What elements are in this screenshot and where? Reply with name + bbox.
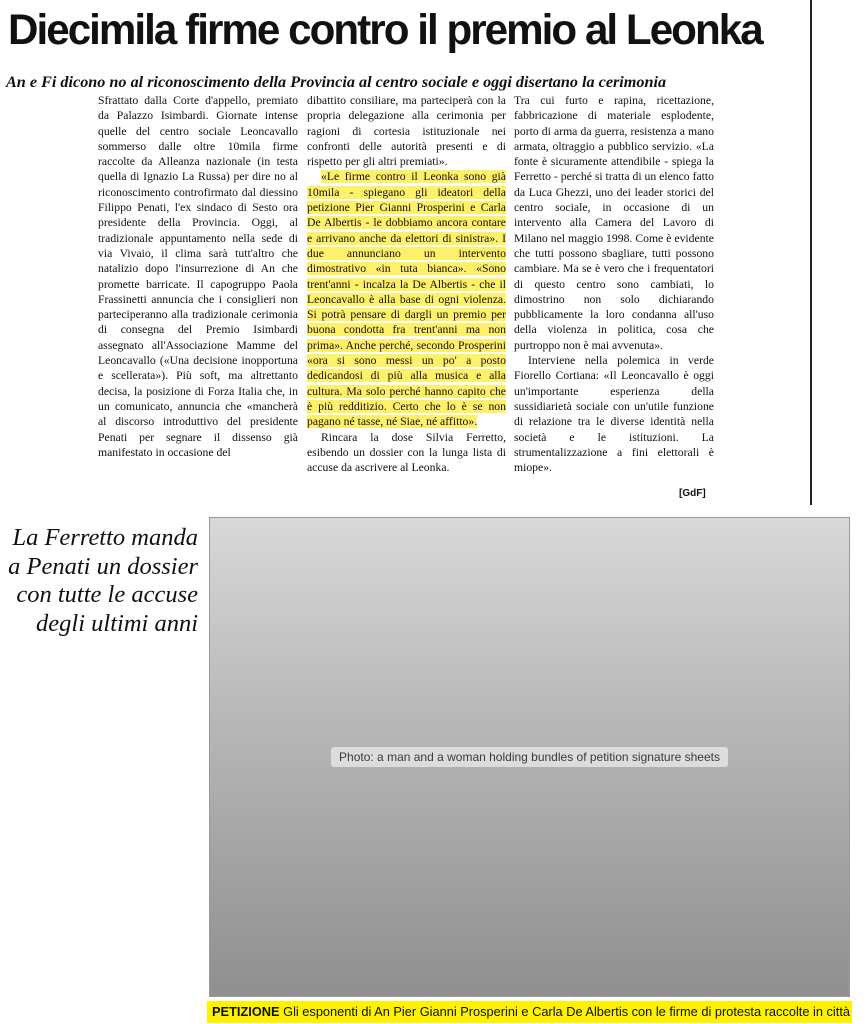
subheadline: An e Fi dicono no al riconoscimento della Provincia al centro sociale e oggi disertano la cerimonia	[6, 73, 667, 91]
body-paragraph: Sfrattato dalla Corte d'appello, premiato da Palazzo Isimbardi. Giornate intense quelle del centro sociale Leoncavallo sommerso dalle oltre 10mila firme raccolte da Alleanza nazionale (in testa quella di Ignazio La Russa) per dire no al riconoscimento controfirmato dal diessino Filippo Penati, l'ex sindaco di Sesto ora presidente della Provincia. Oggi, al tradizionale appuntamento nella sede di via Vivaio, il clima sarà tutt'altro che natalizio dopo l'insurrezione di An che promette barricate. Il capogruppo Paola Frassinetti annuncia che i consiglieri non parteciperanno alla tradizionale cerimonia di consegna del Premio Isimbardi assegnato all'Associazione Mamme del Leoncavallo («Una decisione inopportuna e scellerata»). Più soft, ma altrettanto decisa, la posizione di Forza Italia che, in un comunicato, annuncia che «mancherà al discorso introduttivo del presidente Penati per segnare il dissenso già manifestato in occasione del	[98, 94, 298, 459]
caption-text: Gli esponenti di An Pier Gianni Prosperini e Carla De Albertis con le firme di protesta raccolte in città	[283, 1004, 850, 1019]
photo-caption	[207, 1001, 852, 1023]
body-paragraph: dibattito consiliare, ma parteciperà con la propria delegazione alla cerimonia per ragioni di cortesia istituzionale nei confronti delle autorità presenti e di rispetto per gli altri premiati».	[307, 94, 506, 169]
article-column-3	[514, 93, 714, 475]
body-paragraph: Tra cui furto e rapina, ricettazione, fabbricazione di materiale esplodente, porto di arma da guerra, resistenza a mano armata, oltraggio a pubblico servizio. «La fonte è sicuramente attendibile - spiega la Ferretto - perché si tratta di un elenco fatto da Luca Ghezzi, uno dei leader storici del centro sociale, in occasione di un intervento alla Camera del Lavoro di Milano nel maggio 1998. Come è evidente che tutti possono sbagliare, tutti possono cambiare. Ma se è vero che i frequentatori di questo centro sono cambiati, lo dimostrino non solo dichiarando pubblicamente la loro condanna all'uso della violenza in politica, cosa che purtroppo non è mai avvenuta».	[514, 94, 714, 352]
highlighted-quote: «Le firme contro il Leonka sono già 10mila - spiegano gli ideatori della petizione Pier Gianni Prosperini e Carla De Albertis - le dobbiamo ancora contare e arrivano anche da elettori di sinistra». I due annunciano un intervento dimostrativo «in tuta bianca». «Sono trent'anni - incalza la De Albertis - che il Leoncavallo è alla base di ogni violenza. Si potrà pensare di dargli un premio per buona condotta fra trent'anni ma non prima». Anche perché, secondo Prosperini «ora si sono messi un po' a posto dedicandosi di più alla musica e alla cultura. Ma solo perché hanno capito che è più redditizio. Certo che lo è se non pagano né tasse, né Siae, né affitto».	[307, 170, 506, 429]
pull-quote: La Ferretto manda a Penati un dossier con tutte le accuse degli ultimi anni	[8, 524, 198, 637]
body-paragraph: Interviene nella polemica in verde Fiorello Cortiana: «Il Leoncavallo è oggi un'importante esperienza della sussidiarietà sociale con un'utile funzione di relazione tra le diverse identità nella società e le istituzioni. La strumentalizzazione a fini elettorali è miope».	[514, 354, 714, 475]
column-divider	[810, 0, 812, 505]
body-paragraph: Rincara la dose Silvia Ferretto, esibendo un dossier con la lunga lista di accuse da ascrivere al Leonka.	[307, 430, 506, 475]
caption-label: PETIZIONE	[212, 1004, 284, 1019]
author-signature: [GdF]	[679, 488, 706, 499]
photo-placeholder-label: Photo: a man and a woman holding bundles of petition signature sheets	[331, 747, 728, 767]
article-column-1	[98, 93, 298, 460]
article-column-2	[307, 93, 506, 475]
highlighted-paragraph	[307, 169, 506, 429]
news-photo	[209, 517, 850, 997]
headline: Diecimila firme contro il premio al Leonka	[8, 6, 762, 54]
